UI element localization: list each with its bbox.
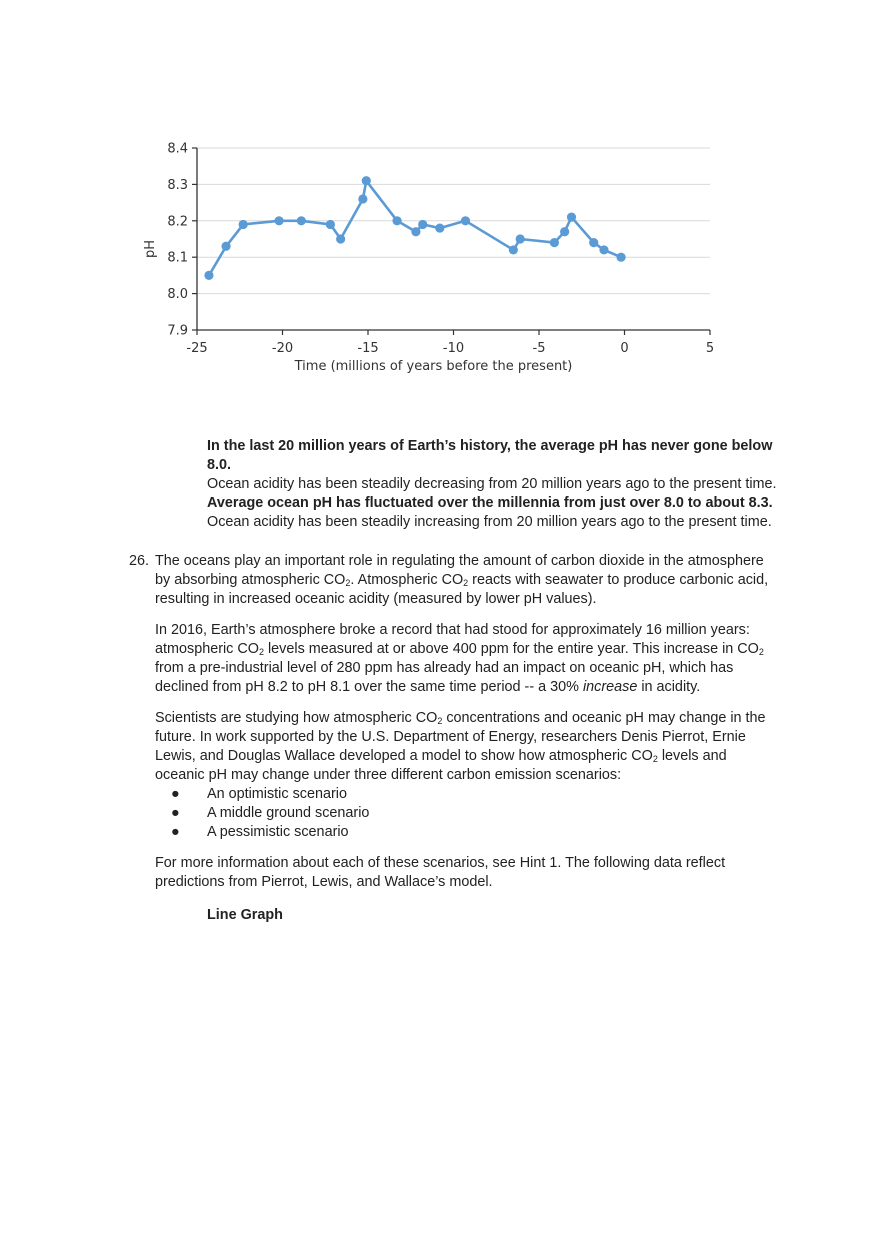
y-tick-label: 8.4	[167, 141, 188, 157]
y-tick-label: 7.9	[167, 323, 188, 339]
data-point	[239, 220, 248, 229]
paragraph-1: The oceans play an important role in regulating the amount of carbon dioxide in the atmosphere by absorbing atmospheric $CO_2$. Atmospheric $CO_2$ reacts with seawater to produce carbonic acid, resulting in increased oceanic acidity (measured by lower pH values).	[155, 553, 769, 607]
data-point	[221, 242, 230, 251]
list-item: ● An optimistic scenario	[171, 786, 347, 802]
data-point	[616, 253, 625, 262]
y-axis-title: pH	[143, 239, 158, 259]
question-26	[129, 552, 779, 925]
y-tick-label: 8.3	[167, 177, 188, 193]
x-tick-label: 5	[705, 341, 715, 356]
paragraph-4: For more information about each of these scenarios, see Hint 1. The following data reflect predictions from Pierrot, Lewis, and Wallace’s model.	[155, 855, 726, 890]
list-item: ● A pessimistic scenario	[171, 824, 349, 840]
option-4[interactable]: Ocean acidity has been steadily increasing from 20 million years ago to the present time.	[207, 514, 772, 530]
y-tick-label: 8.1	[167, 250, 188, 266]
data-point	[297, 216, 306, 225]
bullet-icon: ●	[171, 805, 180, 821]
data-point	[435, 223, 444, 232]
ph-line-chart	[120, 120, 740, 390]
data-point	[567, 213, 576, 222]
x-tick-label: -10	[442, 341, 465, 356]
bullet-icon: ●	[171, 786, 180, 802]
data-point	[550, 238, 559, 247]
data-point	[336, 234, 345, 243]
bullet-icon: ●	[171, 824, 180, 840]
option-3[interactable]: Average ocean pH has fluctuated over the millennia from just over 8.0 to about 8.3.	[207, 495, 773, 511]
chart-svg	[120, 120, 740, 390]
data-point	[274, 216, 283, 225]
data-point	[362, 176, 371, 185]
paragraph-3: Scientists are studying how atmospheric $CO_2$ concentrations and oceanic pH may change in the future. In work supported by the U.S. Department of Energy, researchers Denis Pierrot, Ernie Lewis, and Douglas Wallace developed a model to show how atmospheric $CO_2$ levels and oceanic pH may change under three different carbon emission scenarios:	[155, 710, 766, 783]
data-point	[204, 271, 213, 280]
scenario-list	[155, 785, 779, 842]
data-point	[411, 227, 420, 236]
data-point	[461, 216, 470, 225]
y-tick-label: 8.0	[167, 287, 188, 303]
question-body	[155, 552, 779, 925]
option-1[interactable]: In the last 20 million years of Earth’s history, the average pH has never gone below 8.0.	[207, 438, 773, 473]
data-point	[560, 227, 569, 236]
x-tick-label: -25	[186, 341, 208, 356]
data-point	[516, 234, 525, 243]
x-tick-label: -5	[532, 341, 546, 356]
data-point	[326, 220, 335, 229]
paragraph-2: In 2016, Earth’s atmosphere broke a record that had stood for approximately 16 million years: atmospheric $CO_2$ levels measured at or above 400 ppm for the entire year. This increase in $CO_2$ from a pre-industrial level of 280 ppm has already had an impact on oceanic pH, which has declined from pH 8.2 to pH 8.1 over the same time period -- a 30% increase in acidity.	[155, 622, 764, 695]
data-point	[599, 245, 608, 254]
data-point	[358, 194, 367, 203]
data-point	[418, 220, 427, 229]
data-point	[392, 216, 401, 225]
question-number: 26.	[129, 553, 150, 569]
x-axis-title: Time (millions of years before the present)	[294, 359, 573, 374]
line-graph-heading: Line Graph	[207, 907, 283, 923]
y-tick-label: 8.2	[167, 214, 188, 230]
x-tick-label: 0	[620, 341, 629, 356]
data-point	[589, 238, 598, 247]
x-tick-label: -20	[271, 341, 294, 356]
x-tick-label: -15	[357, 341, 379, 356]
data-point	[509, 245, 518, 254]
answer-options	[207, 437, 787, 532]
list-item: ● A middle ground scenario	[171, 805, 370, 821]
option-2[interactable]: Ocean acidity has been steadily decreasing from 20 million years ago to the present time.	[207, 476, 777, 492]
